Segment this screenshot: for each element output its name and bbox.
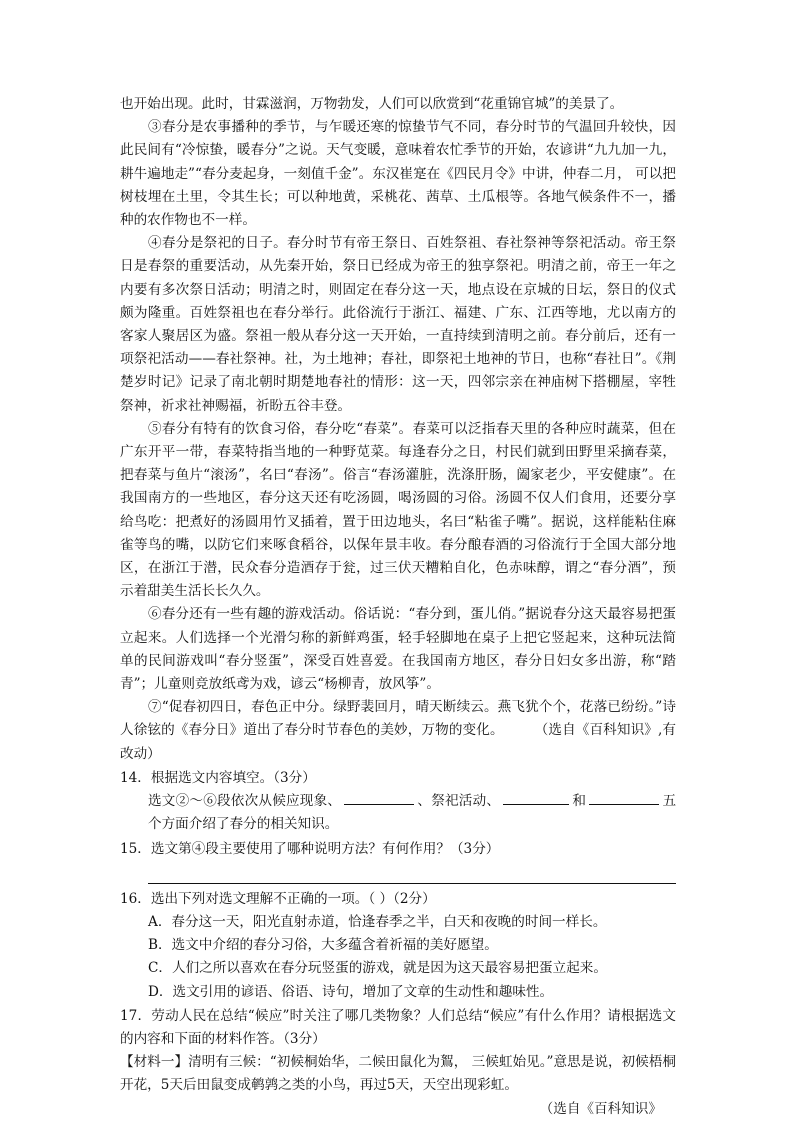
option-a[interactable]: A．春分这一天，阳光直射赤道，恰逢春季之半，白天和夜晚的时间一样长。: [148, 913, 607, 930]
paragraph-2-tail: 也开始出现。此时，甘霖滋润，万物勃发，人们可以欣赏到“花重锦官城”的美景了。: [120, 96, 624, 112]
paragraph-7-text: ⑦“促春初四日，春色正中分。绿野裴回月，晴天断续云。燕飞犹个个，花落已纷纷。”诗人徐铉的《春分日》道出了春分时节春色的美妙，万物的变化。: [120, 699, 676, 739]
material-one: 【材料一】清明有三候：“初候桐始华，二候田鼠化为鴽， 三候虹始见。”意思是说，初候梧桐开花，5天后田鼠变成鹌鹑之类的小鸟，再过5天，天空出现彩虹。: [120, 1054, 676, 1094]
question-17-stem: 17．劳动人民在总结“候应”时关注了哪几类物象？人们总结“候应”有什么作用？请根据选文的内容和下面的材料作答。（3分）: [120, 1007, 676, 1047]
paragraph-3: ③春分是农事播种的季节，与乍暖还寒的惊蛰节气不同，春分时节的气温回升较快，因此民间有“冷惊蛰，暖春分”之说。天气变暖，意味着农忙季节的开始，农谚讲“九九加一九，耕牛遍地走”“春分麦起身，一刻值千金”。东汉崔寔在《四民月令》中讲，仲春二月， 可以把树枝埋在土里，令其生长；可以种地黄，采桃花、茜草、土瓜根等。各地气候条件不一，播种的农作物也不一样。: [120, 119, 676, 229]
answer-blank-3[interactable]: [589, 790, 659, 805]
answer-blank-1[interactable]: [344, 790, 414, 805]
q14-text-c: 和: [572, 793, 587, 810]
q14-text-a: 选文②～⑥段依次从候应现象、: [148, 793, 342, 810]
answer-blank-2[interactable]: [503, 790, 569, 805]
option-b[interactable]: B．选文中介绍的春分习俗，大多蕴含着祈福的美好愿望。: [148, 937, 498, 954]
option-c[interactable]: C．人们之所以喜欢在春分玩竖蛋的游戏，就是因为这天最容易把蛋立起来。: [148, 960, 607, 977]
q14-text-e: 个方面介绍了春分的相关知识。: [148, 816, 339, 833]
paragraph-5: ⑤春分有特有的饮食习俗，春分吃“春菜”。春菜可以泛指春天里的各种应时蔬菜，但在广东开平一带，春菜特指当地的一种野苋菜。每逢春分之日，村民们就到田野里采摘春菜， 把春菜与鱼片“滚汤”，名曰“春汤”。俗言“春汤灌脏，洗涤肝肠，阖家老少，平安健康”。在我国南方的一些地区，春分这天还有吃汤圆，喝汤圆的习俗。汤圆不仅人们食用，还要分享给鸟吃：把煮好的汤圆用竹叉插着，置于田边地头，名曰“粘雀子嘴”。据说，这样能粘住麻雀等鸟的嘴，以防它们来啄食稻谷，以保年景丰收。春分酿春酒的习俗流行于全国大部分地区，在浙江于潜，民众春分造酒存于瓮，过三伏天糟粕自化，色赤味醇，谓之“春分酒”，预示着甜美生活长长久久。: [120, 420, 676, 600]
question-14-body: [120, 790, 676, 836]
reading-passage: [120, 93, 676, 1121]
paragraph-6: ⑥春分还有一些有趣的游戏活动。俗话说：“春分到，蛋儿俏。”据说春分这天最容易把蛋立起来。人们选择一个光滑匀称的新鲜鸡蛋，轻手轻脚地在桌子上把它竖起来，这种玩法简单的民间游戏叫“春分竖蛋”，深受百姓喜爱。在我国南方地区，春分日妇女多出游，称“踏青”；儿童则竞放纸鸢为戏，谚云“杨柳青，放风筝”。: [120, 606, 676, 693]
question-15-answer-line[interactable]: [148, 869, 676, 884]
paragraph-4: ④春分是祭祀的日子。春分时节有帝王祭日、百姓祭祖、春社祭神等祭祀活动。帝王祭日是春祭的重要活动，从先秦开始，祭日已经成为帝王的独享祭祀。明清之前，帝王一年之内要有多次祭日活动；明清之时，则固定在春分这一天，地点设在京城的日坛，祭日的仪式颇为隆重。百姓祭祖也在春分举行。此俗流行于浙江、福建、广东、江西等地，尤以南方的客家人聚居区为盛。祭祖一般从春分这一天开始，一直持续到清明之前。春分前后，还有一项祭祀活动——春社祭神。社，为土地神；春社，即祭祀土地神的节日，也称“春社日”。《荆楚岁时记》记录了南北朝时期楚地春社的情形：这一天，四邻宗亲在神庙树下搭棚屋，宰牲祭神，祈求社神赐福，祈盼五谷丰登。: [120, 235, 676, 414]
q14-text-d: 五: [662, 793, 677, 810]
question-15-stem: 15．选文第④段主要使用了哪种说明方法？有何作用？（3分）: [120, 840, 500, 857]
material-source: （选自《百科知识》: [539, 1100, 662, 1117]
option-d[interactable]: D．选文引用的谚语、俗语、诗句，增加了文章的生动性和趣味性。: [148, 983, 554, 1000]
question-14-stem: 14．根据选文内容填空。（3分）: [120, 769, 316, 786]
paragraph-7: [120, 696, 676, 766]
source-note: （选自《百科知识》,有改动）: [120, 722, 677, 762]
question-16-stem: 16．选出下列对选文理解不正确的一项。（ ）（2分）: [120, 890, 436, 907]
q14-text-b: 、祭祀活动、: [417, 793, 501, 810]
